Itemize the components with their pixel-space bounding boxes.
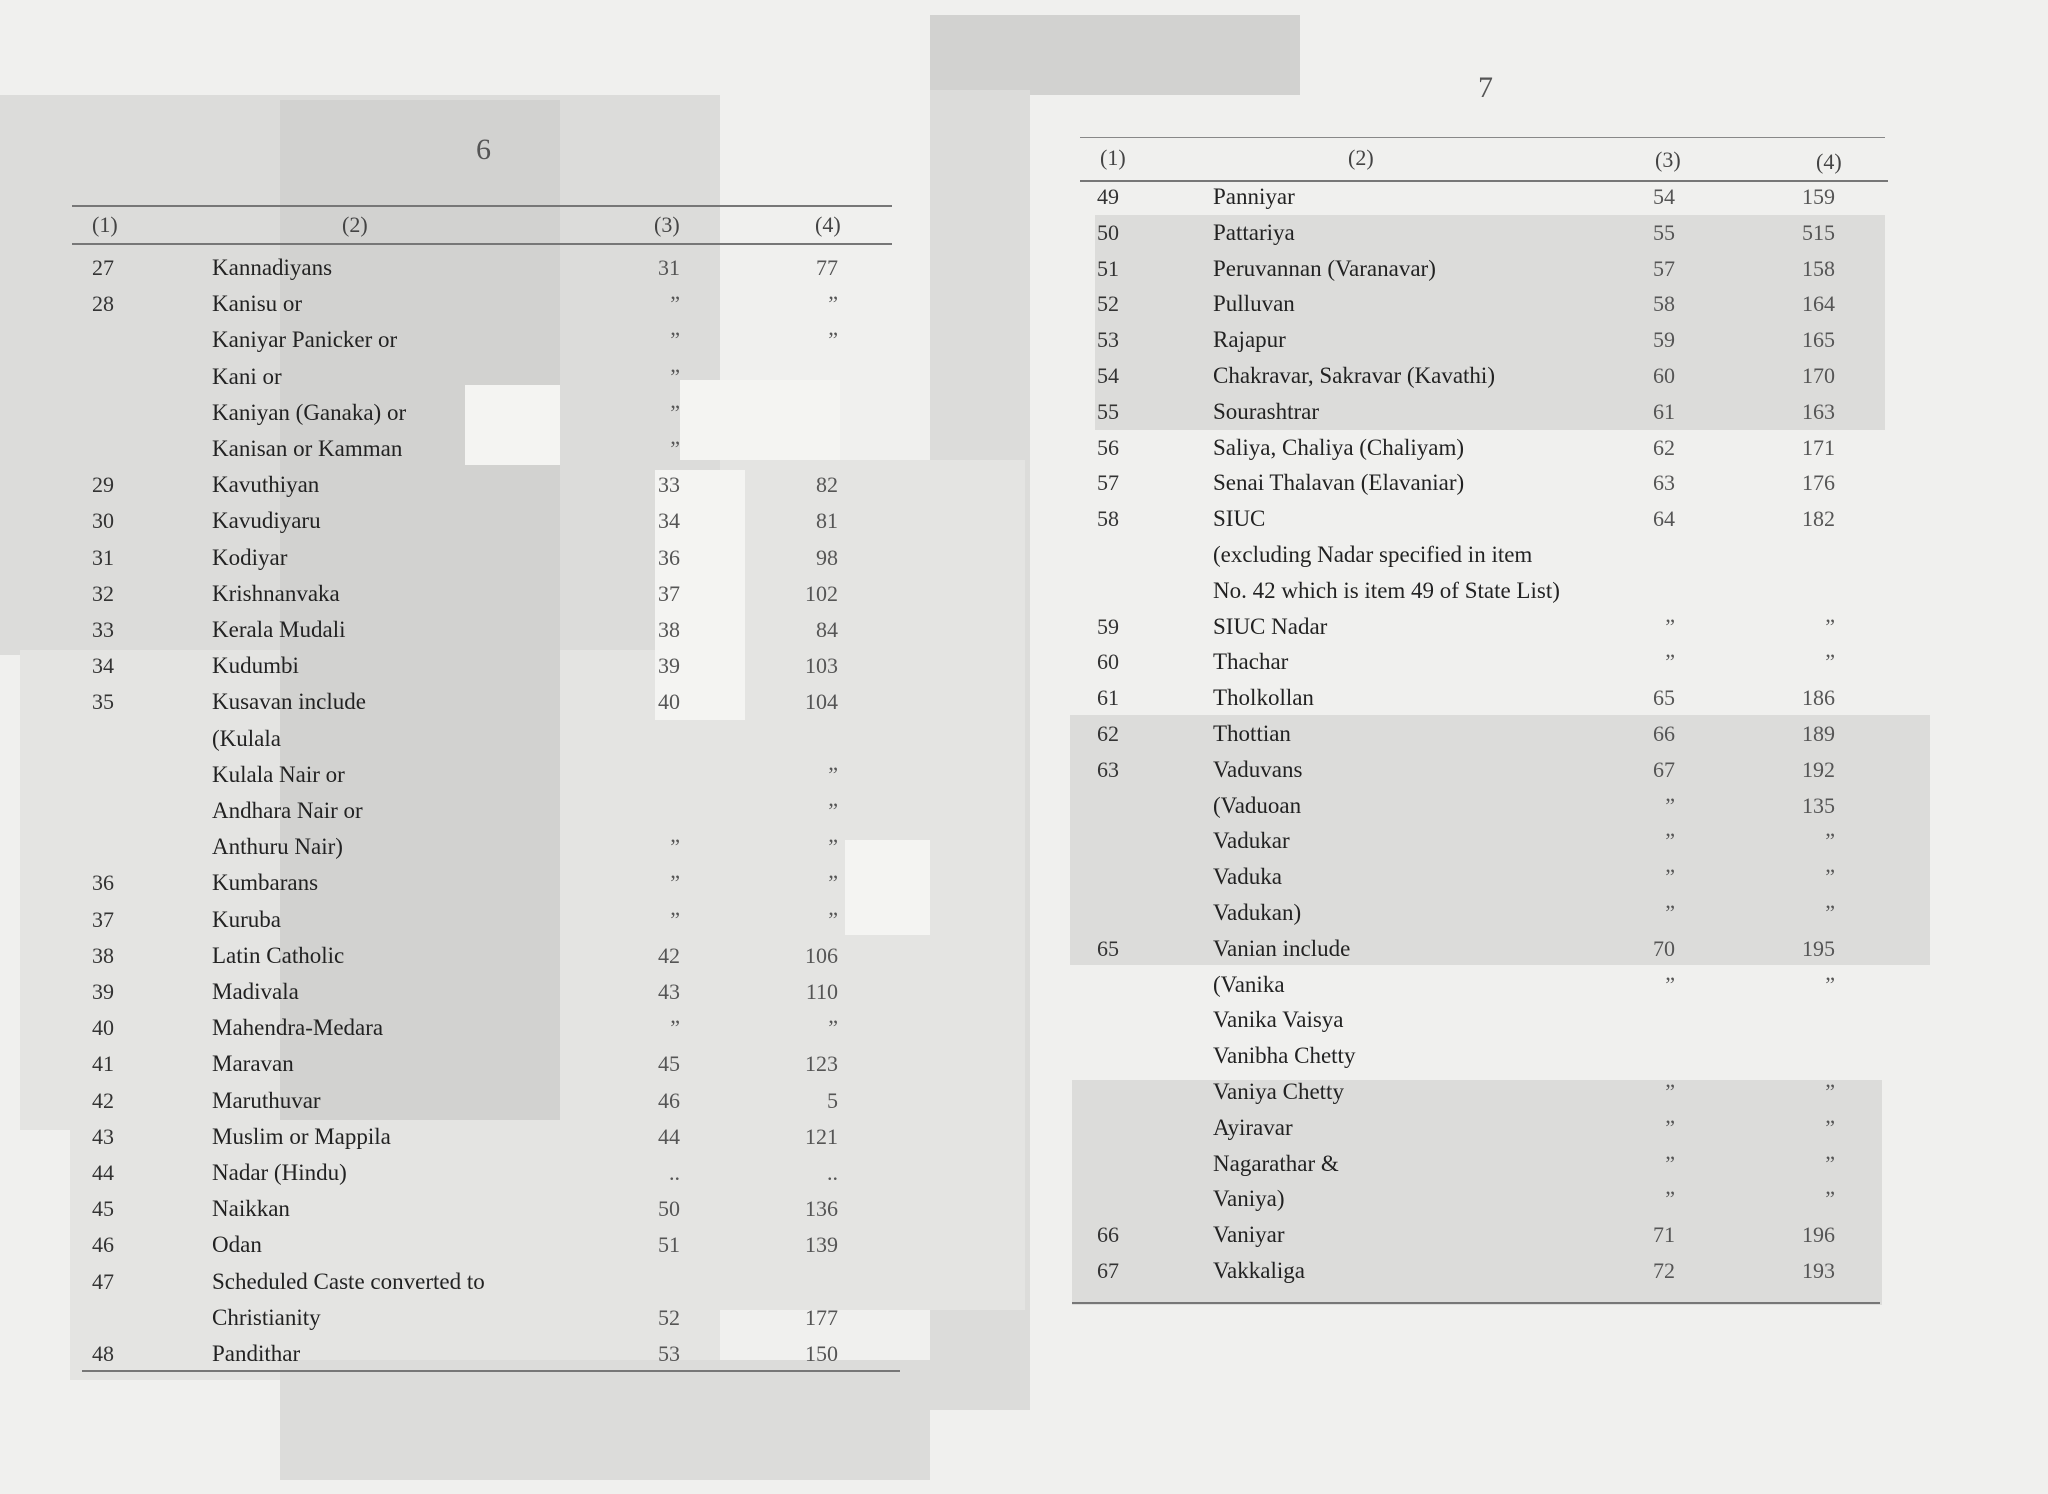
col4-value: ..: [827, 1160, 838, 1185]
col4-value: 104: [805, 689, 838, 715]
caste-name: Maravan: [212, 1051, 294, 1077]
caste-name: Vadukar: [1213, 828, 1290, 854]
caste-name: Nagarathar &: [1213, 1150, 1339, 1176]
row-number: 54: [1097, 363, 1119, 388]
col4-value: ”: [1825, 1186, 1835, 1212]
caste-name: Nadar (Hindu): [212, 1160, 347, 1185]
col4-value: 193: [1802, 1258, 1835, 1283]
caste-name: Vaniyar: [1213, 1222, 1285, 1248]
col4-value: ”: [828, 1015, 838, 1041]
col4-value: 106: [805, 942, 838, 968]
col4-value: 158: [1802, 255, 1835, 281]
col3-value: 72: [1653, 1258, 1675, 1283]
col3-value: ”: [1665, 1150, 1675, 1176]
col3-value: ”: [670, 399, 680, 425]
col3-value: 43: [658, 979, 680, 1004]
row-number: 36: [92, 870, 114, 896]
caste-name: Kanisu or: [212, 291, 303, 317]
caste-name: No. 42 which is item 49 of State List): [1213, 577, 1560, 603]
row-number: 62: [1097, 721, 1119, 746]
col4-value: 81: [816, 508, 838, 534]
col3-value: 62: [1653, 434, 1675, 460]
col4-value: 515: [1802, 219, 1835, 245]
scan-gap: [465, 385, 560, 465]
caste-name: Kumbarans: [212, 870, 319, 896]
col3-value: 63: [1653, 470, 1675, 496]
col4-value: 182: [1802, 506, 1835, 532]
col3-value: 65: [1653, 685, 1675, 711]
caste-name: Pulluvan: [1213, 291, 1295, 317]
scan-patch: [930, 15, 1300, 95]
col3-value: ”: [670, 906, 680, 932]
caste-name: Kannadiyans: [212, 255, 333, 280]
col4-value: 82: [816, 472, 838, 498]
left-header-col4: (4): [815, 212, 841, 237]
col3-value: 40: [658, 689, 680, 715]
col3-value: 60: [1653, 363, 1675, 388]
caste-name: Kavuthiyan: [212, 472, 320, 498]
col3-value: 66: [1653, 721, 1675, 746]
col3-value: ”: [1665, 1186, 1675, 1212]
col4-value: ”: [1825, 1150, 1835, 1176]
caste-name: Saliya, Chaliya (Chaliyam): [1213, 434, 1465, 460]
caste-name: Krishnanvaka: [212, 580, 340, 606]
row-number: 56: [1097, 434, 1119, 460]
col4-value: 5: [827, 1087, 838, 1113]
col3-value: ”: [670, 363, 680, 389]
row-number: 65: [1097, 935, 1119, 961]
col3-value: 70: [1653, 935, 1675, 961]
col3-value: ”: [1665, 900, 1675, 925]
col3-value: 31: [658, 255, 680, 280]
caste-name: Chakravar, Sakravar (Kavathi): [1213, 363, 1495, 388]
col4-value: ”: [828, 906, 838, 932]
right-header-col2: (2): [1348, 145, 1374, 170]
caste-name: Vaduvans: [1213, 756, 1303, 782]
col4-value: 176: [1802, 470, 1835, 496]
scan-patch: [1095, 215, 1885, 430]
caste-name: Andhara Nair or: [212, 798, 363, 823]
col3-value: 33: [658, 472, 680, 498]
col3-value: 52: [658, 1304, 680, 1330]
row-number: 61: [1097, 685, 1119, 711]
caste-name: Sourashtrar: [1213, 398, 1320, 424]
col3-value: 51: [658, 1232, 680, 1258]
col4-value: 196: [1802, 1222, 1835, 1248]
row-number: 32: [92, 580, 114, 606]
caste-name: Senai Thalavan (Elavaniar): [1213, 470, 1465, 496]
caste-name: Vaniya Chetty: [1213, 1079, 1344, 1104]
col4-value: 102: [805, 580, 838, 606]
caste-name: SIUC: [1213, 506, 1266, 532]
caste-name: Peruvannan (Varanavar): [1213, 255, 1436, 281]
caste-name: Vanibha Chetty: [1213, 1043, 1356, 1069]
col4-value: 163: [1802, 398, 1835, 424]
caste-name: Vaniya): [1213, 1186, 1285, 1212]
col4-value: ”: [828, 291, 838, 317]
caste-name: Vadukan): [1213, 900, 1302, 925]
col3-value: ”: [670, 834, 680, 860]
col3-value: ”: [1665, 828, 1675, 854]
col4-value: ”: [1825, 613, 1835, 639]
caste-name: Kaniyar Panicker or: [212, 327, 398, 353]
col3-value: ..: [669, 1160, 680, 1185]
caste-name: Kuruba: [212, 906, 281, 932]
col4-value: 164: [1802, 291, 1835, 317]
col3-value: ”: [1665, 971, 1675, 997]
col4-value: 159: [1802, 184, 1835, 209]
left-header-rule-bottom: [72, 243, 892, 245]
col3-value: ”: [670, 1015, 680, 1041]
col3-value: ”: [670, 436, 680, 461]
caste-name: Kodiyar: [212, 544, 288, 570]
row-number: 41: [92, 1051, 114, 1077]
row-number: 66: [1097, 1222, 1119, 1248]
col4-value: 103: [805, 653, 838, 679]
col3-value: 42: [658, 942, 680, 968]
caste-name: Thottian: [1213, 721, 1291, 746]
row-number: 63: [1097, 756, 1119, 782]
scan-patch: [280, 1360, 930, 1480]
col3-value: 46: [658, 1087, 680, 1113]
row-number: 48: [92, 1341, 114, 1366]
col4-value: 186: [1802, 685, 1835, 711]
row-number: 27: [92, 255, 114, 280]
row-number: 37: [92, 906, 114, 932]
col4-value: ”: [828, 761, 838, 787]
col3-value: 55: [1653, 219, 1675, 245]
caste-name: Pandithar: [212, 1341, 301, 1366]
left-header-col1: (1): [92, 212, 118, 237]
row-number: 57: [1097, 470, 1119, 496]
right-page-number: 7: [1478, 71, 1493, 104]
caste-name: (Kulala: [212, 725, 281, 751]
caste-name: Kani or: [212, 363, 282, 389]
col3-value: 36: [658, 544, 680, 570]
right-header-rule-top: [1080, 137, 1885, 138]
col3-value: ”: [670, 327, 680, 353]
col4-value: 110: [805, 979, 838, 1004]
caste-name: Kaniyan (Ganaka) or: [212, 399, 407, 425]
col3-value: ”: [1665, 1114, 1675, 1140]
row-number: 28: [92, 291, 114, 317]
col4-value: 195: [1802, 935, 1835, 961]
left-header-col3: (3): [654, 212, 680, 237]
col4-value: ”: [1825, 1114, 1835, 1140]
right-header-col1: (1): [1100, 145, 1126, 170]
row-number: 30: [92, 508, 114, 534]
right-header-rule-bottom: [1080, 180, 1888, 182]
col3-value: 58: [1653, 291, 1675, 317]
col4-value: ”: [1825, 864, 1835, 890]
col3-value: 37: [658, 580, 680, 606]
col3-value: 38: [658, 617, 680, 642]
right-table-bottom-rule: [1072, 1302, 1880, 1304]
row-number: 34: [92, 653, 114, 679]
row-number: 49: [1097, 184, 1119, 209]
col4-value: ”: [1825, 828, 1835, 854]
col4-value: ”: [828, 798, 838, 823]
col3-value: 45: [658, 1051, 680, 1077]
col4-value: 123: [805, 1051, 838, 1077]
col4-value: ”: [1825, 649, 1835, 675]
row-number: 51: [1097, 255, 1119, 281]
col3-value: 67: [1653, 756, 1675, 782]
col3-value: 44: [658, 1123, 680, 1149]
col4-value: 77: [816, 255, 838, 280]
col3-value: 61: [1653, 398, 1675, 424]
caste-name: Kerala Mudali: [212, 617, 346, 642]
caste-name: Rajapur: [1213, 327, 1286, 353]
col4-value: ”: [1825, 1079, 1835, 1104]
col4-value: 135: [1802, 792, 1835, 818]
caste-name: Vanika Vaisya: [1213, 1007, 1344, 1033]
col4-value: 136: [805, 1196, 838, 1222]
row-number: 35: [92, 689, 114, 715]
col3-value: 54: [1653, 184, 1675, 209]
caste-name: Muslim or Mappila: [212, 1123, 391, 1149]
col3-value: ”: [1665, 613, 1675, 639]
col3-value: 64: [1653, 506, 1675, 532]
caste-name: Vanian include: [1213, 935, 1351, 961]
caste-name: Ayiravar: [1213, 1114, 1293, 1140]
caste-name: Pattariya: [1213, 219, 1295, 245]
col4-value: 165: [1802, 327, 1835, 353]
row-number: 42: [92, 1087, 114, 1113]
caste-name: Kavudiyaru: [212, 508, 321, 534]
row-number: 40: [92, 1015, 114, 1041]
caste-name: Madivala: [212, 979, 299, 1004]
caste-name: Scheduled Caste converted to: [212, 1268, 485, 1294]
col4-value: 121: [805, 1123, 838, 1149]
col3-value: 50: [658, 1196, 680, 1222]
col3-value: 34: [658, 508, 680, 534]
row-number: 29: [92, 472, 114, 498]
caste-name: Christianity: [212, 1304, 321, 1330]
col3-value: ”: [1665, 792, 1675, 818]
col4-value: 177: [805, 1304, 838, 1330]
scan-patch: [1072, 1080, 1882, 1305]
col3-value: ”: [670, 291, 680, 317]
col3-value: 53: [658, 1341, 680, 1366]
row-number: 55: [1097, 398, 1119, 424]
caste-name: (Vaduoan: [1213, 792, 1302, 818]
left-header-rule-top: [72, 205, 892, 207]
row-number: 50: [1097, 219, 1119, 245]
caste-name: Kusavan include: [212, 689, 366, 715]
col4-value: ”: [828, 327, 838, 353]
caste-name: Kanisan or Kamman: [212, 436, 403, 461]
row-number: 58: [1097, 506, 1119, 532]
row-number: 33: [92, 617, 114, 642]
caste-name: Vakkaliga: [1213, 1258, 1305, 1283]
col4-value: ”: [1825, 900, 1835, 925]
col3-value: ”: [1665, 1079, 1675, 1104]
right-header-col4: (4): [1816, 149, 1842, 174]
caste-name: Panniyar: [1213, 184, 1295, 209]
caste-name: Kulala Nair or: [212, 761, 345, 787]
row-number: 38: [92, 942, 114, 968]
col3-value: ”: [1665, 649, 1675, 675]
caste-name: (Vanika: [1213, 971, 1285, 997]
caste-name: Vaduka: [1213, 864, 1282, 890]
left-page-number: 6: [476, 133, 491, 166]
row-number: 52: [1097, 291, 1119, 317]
col4-value: 84: [816, 617, 838, 642]
row-number: 67: [1097, 1258, 1119, 1283]
col3-value: ”: [670, 870, 680, 896]
col3-value: 71: [1653, 1222, 1675, 1248]
row-number: 46: [92, 1232, 114, 1258]
scan-gap: [845, 840, 930, 935]
col4-value: 189: [1802, 721, 1835, 746]
row-number: 44: [92, 1160, 114, 1185]
col4-value: 139: [805, 1232, 838, 1258]
col3-value: 57: [1653, 255, 1675, 281]
col4-value: 150: [805, 1341, 838, 1366]
row-number: 43: [92, 1123, 114, 1149]
col4-value: ”: [1825, 971, 1835, 997]
col3-value: 59: [1653, 327, 1675, 353]
col4-value: ”: [828, 834, 838, 860]
caste-name: Naikkan: [212, 1196, 290, 1222]
col4-value: ”: [828, 870, 838, 896]
caste-name: Anthuru Nair): [212, 834, 343, 860]
row-number: 39: [92, 979, 114, 1004]
left-header-col2: (2): [342, 212, 368, 237]
caste-name: Maruthuvar: [212, 1087, 321, 1113]
caste-name: (excluding Nadar specified in item: [1213, 542, 1533, 567]
caste-name: SIUC Nadar: [1213, 613, 1328, 639]
scan-gap: [680, 380, 840, 460]
row-number: 60: [1097, 649, 1119, 675]
col4-value: 98: [816, 544, 838, 570]
caste-name: Latin Catholic: [212, 942, 345, 968]
row-number: 53: [1097, 327, 1119, 353]
col3-value: 39: [658, 653, 680, 679]
col4-value: 192: [1802, 756, 1835, 782]
row-number: 47: [92, 1268, 114, 1294]
row-number: 45: [92, 1196, 114, 1222]
caste-name: Mahendra-Medara: [212, 1015, 384, 1041]
left-table-bottom-rule: [82, 1370, 900, 1372]
caste-name: Odan: [212, 1232, 262, 1258]
col4-value: 171: [1802, 434, 1835, 460]
right-header-col3: (3): [1655, 147, 1681, 172]
col4-value: 170: [1802, 363, 1835, 388]
row-number: 59: [1097, 613, 1119, 639]
row-number: 31: [92, 544, 114, 570]
caste-name: Tholkollan: [1213, 685, 1314, 711]
caste-name: Thachar: [1213, 649, 1289, 675]
col3-value: ”: [1665, 864, 1675, 890]
caste-name: Kudumbi: [212, 653, 299, 679]
